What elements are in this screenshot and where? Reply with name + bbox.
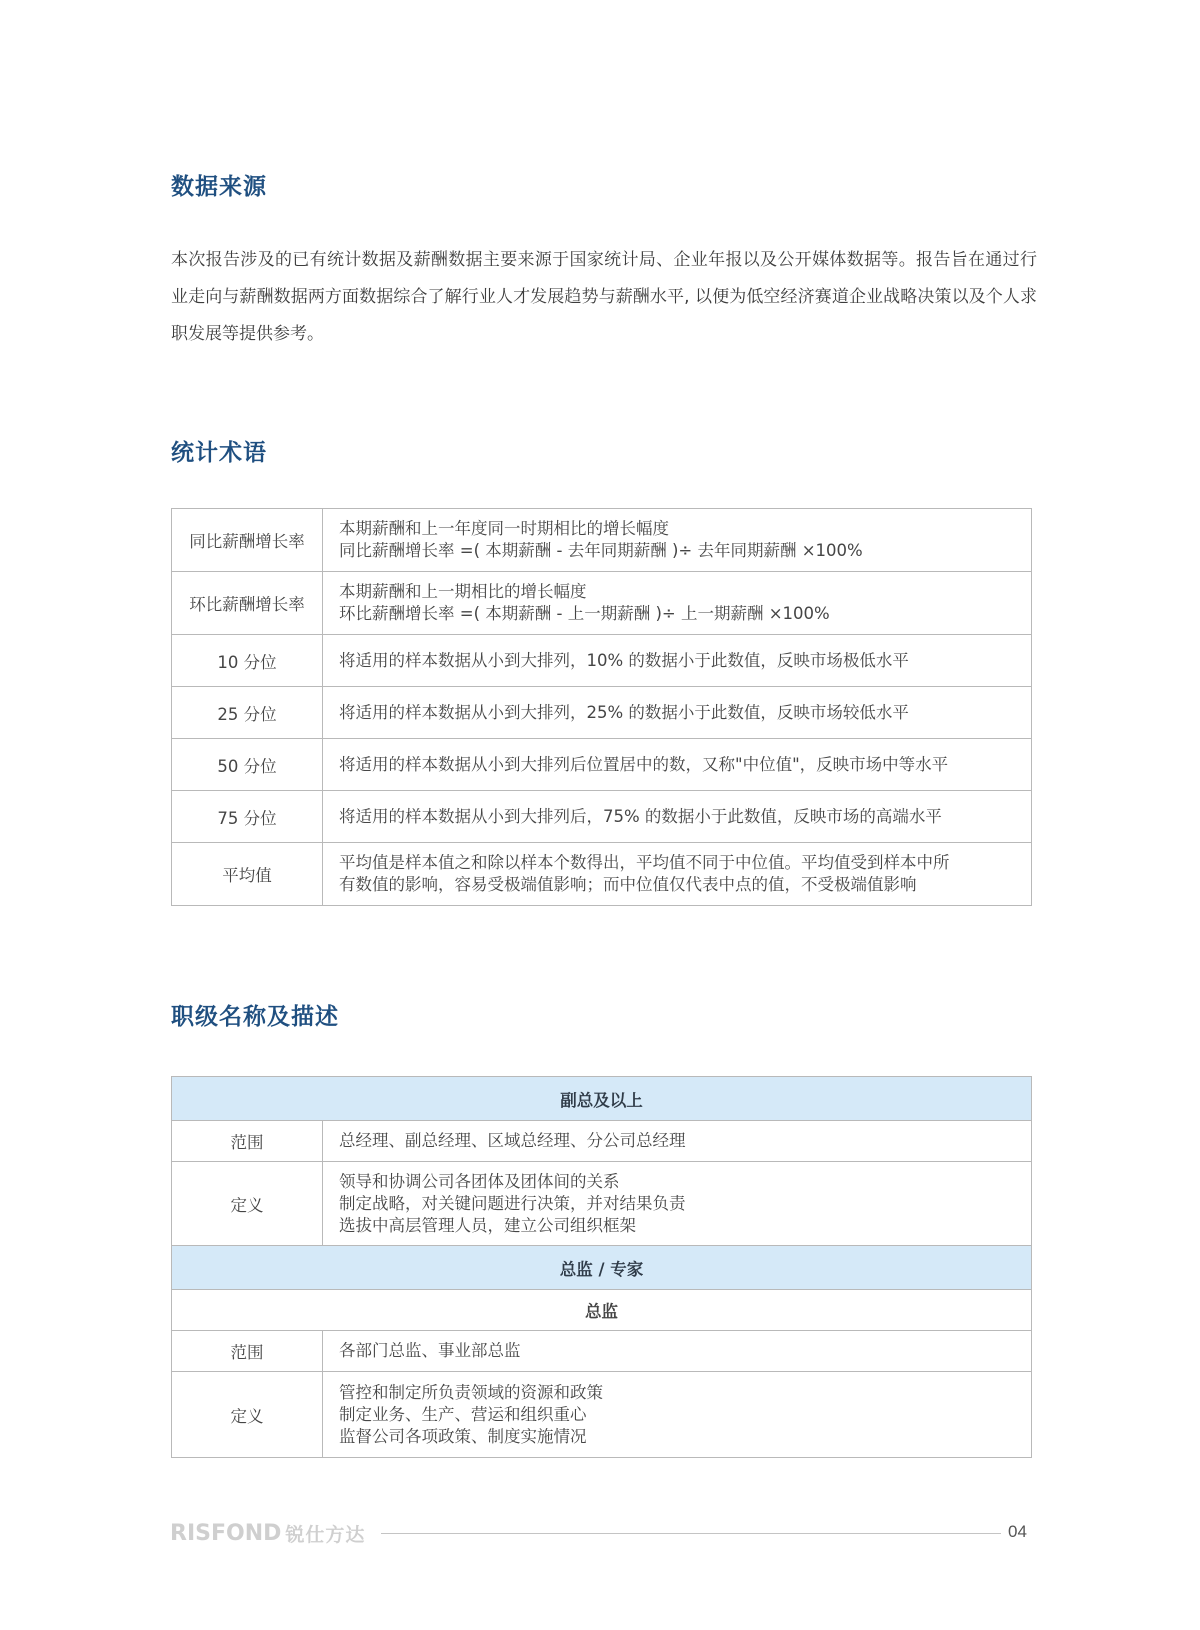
page-number: 04: [1008, 1522, 1027, 1541]
term-description: 将适用的样本数据从小到大排列后，75% 的数据小于此数值，反映市场的高端水平: [323, 791, 1032, 843]
term-line: 本期薪酬和上一年度同一时期相比的增长幅度: [339, 519, 669, 538]
section-title-levels: 职级名称及描述: [171, 1004, 339, 1030]
definition-line: 领导和协调公司各团体及团体间的关系: [339, 1171, 620, 1191]
term-description: 将适用的样本数据从小到大排列后位置居中的数，又称"中位值"，反映市场中等水平: [323, 739, 1032, 791]
band-header-row: [172, 1077, 1032, 1121]
term-description: [323, 572, 1032, 635]
term-line: 环比薪酬增长率 =( 本期薪酬 - 上一期薪酬 )÷ 上一期薪酬 ×100%: [339, 604, 830, 623]
table-row: [172, 687, 1032, 739]
term-line: 有数值的影响，容易受极端值影响；而中位值仅代表中点的值，不受极端值影响: [339, 875, 917, 894]
scope-label: 范围: [172, 1331, 323, 1372]
section-title-data-source: 数据来源: [171, 174, 267, 200]
terms-table: [171, 508, 1032, 906]
term-line: 本期薪酬和上一期相比的增长幅度: [339, 582, 587, 601]
section-title-terms: 统计术语: [171, 440, 267, 466]
definition-line: 管控和制定所负责领域的资源和政策: [339, 1382, 603, 1402]
footer-logo: [170, 1520, 365, 1547]
band-header-director: 总监 / 专家: [172, 1246, 1032, 1290]
definition-label: 定义: [172, 1162, 323, 1246]
sub-header-director: 总监: [172, 1290, 1032, 1331]
table-row: [172, 843, 1032, 906]
data-source-paragraph: 本次报告涉及的已有统计数据及薪酬数据主要来源于国家统计局、企业年报以及公开媒体数据等。报告旨在通过行业走向与薪酬数据两方面数据综合了解行业人才发展趋势与薪酬水平, 以便为低空经济赛道企业战略决策以及个人求职发展等提供参考。: [171, 250, 1037, 344]
term-description: [323, 509, 1032, 572]
scope-value: 总经理、副总经理、区域总经理、分公司总经理: [323, 1121, 1032, 1162]
definition-line: 监督公司各项政策、制度实施情况: [339, 1426, 587, 1446]
table-row: [172, 635, 1032, 687]
term-line: 平均值是样本值之和除以样本个数得出，平均值不同于中位值。平均值受到样本中所: [339, 853, 950, 872]
scope-label: 范围: [172, 1121, 323, 1162]
term-label: 75 分位: [172, 791, 323, 843]
table-row: [172, 509, 1032, 572]
band-header-vp: 副总及以上: [172, 1077, 1032, 1121]
sub-header-row: [172, 1290, 1032, 1331]
definition-line: 选拔中高层管理人员，建立公司组织框架: [339, 1215, 636, 1235]
term-label: 25 分位: [172, 687, 323, 739]
levels-table: [171, 1076, 1032, 1458]
term-description: 将适用的样本数据从小到大排列，25% 的数据小于此数值，反映市场较低水平: [323, 687, 1032, 739]
footer-divider: [381, 1533, 1001, 1534]
table-row: [172, 1162, 1032, 1246]
table-row: [172, 739, 1032, 791]
definition-label: 定义: [172, 1372, 323, 1458]
logo-text-cn: 锐仕方达: [285, 1524, 366, 1546]
definition-value: [323, 1162, 1032, 1246]
definition-line: 制定战略，对关键问题进行决策，并对结果负责: [339, 1193, 686, 1213]
term-label: 50 分位: [172, 739, 323, 791]
definition-line: 制定业务、生产、营运和组织重心: [339, 1404, 587, 1424]
logo-text-en: RISFOND: [170, 1521, 282, 1546]
term-label: 平均值: [172, 843, 323, 906]
table-row: [172, 1331, 1032, 1372]
term-label: 环比薪酬增长率: [172, 572, 323, 635]
term-line: 同比薪酬增长率 =( 本期薪酬 - 去年同期薪酬 )÷ 去年同期薪酬 ×100%: [339, 541, 863, 560]
term-label: 同比薪酬增长率: [172, 509, 323, 572]
term-description: [323, 843, 1032, 906]
term-label: 10 分位: [172, 635, 323, 687]
band-header-row: [172, 1246, 1032, 1290]
table-row: [172, 791, 1032, 843]
definition-value: [323, 1372, 1032, 1458]
table-row: [172, 1121, 1032, 1162]
table-row: [172, 572, 1032, 635]
term-description: 将适用的样本数据从小到大排列，10% 的数据小于此数值，反映市场极低水平: [323, 635, 1032, 687]
scope-value: 各部门总监、事业部总监: [323, 1331, 1032, 1372]
table-row: [172, 1372, 1032, 1458]
